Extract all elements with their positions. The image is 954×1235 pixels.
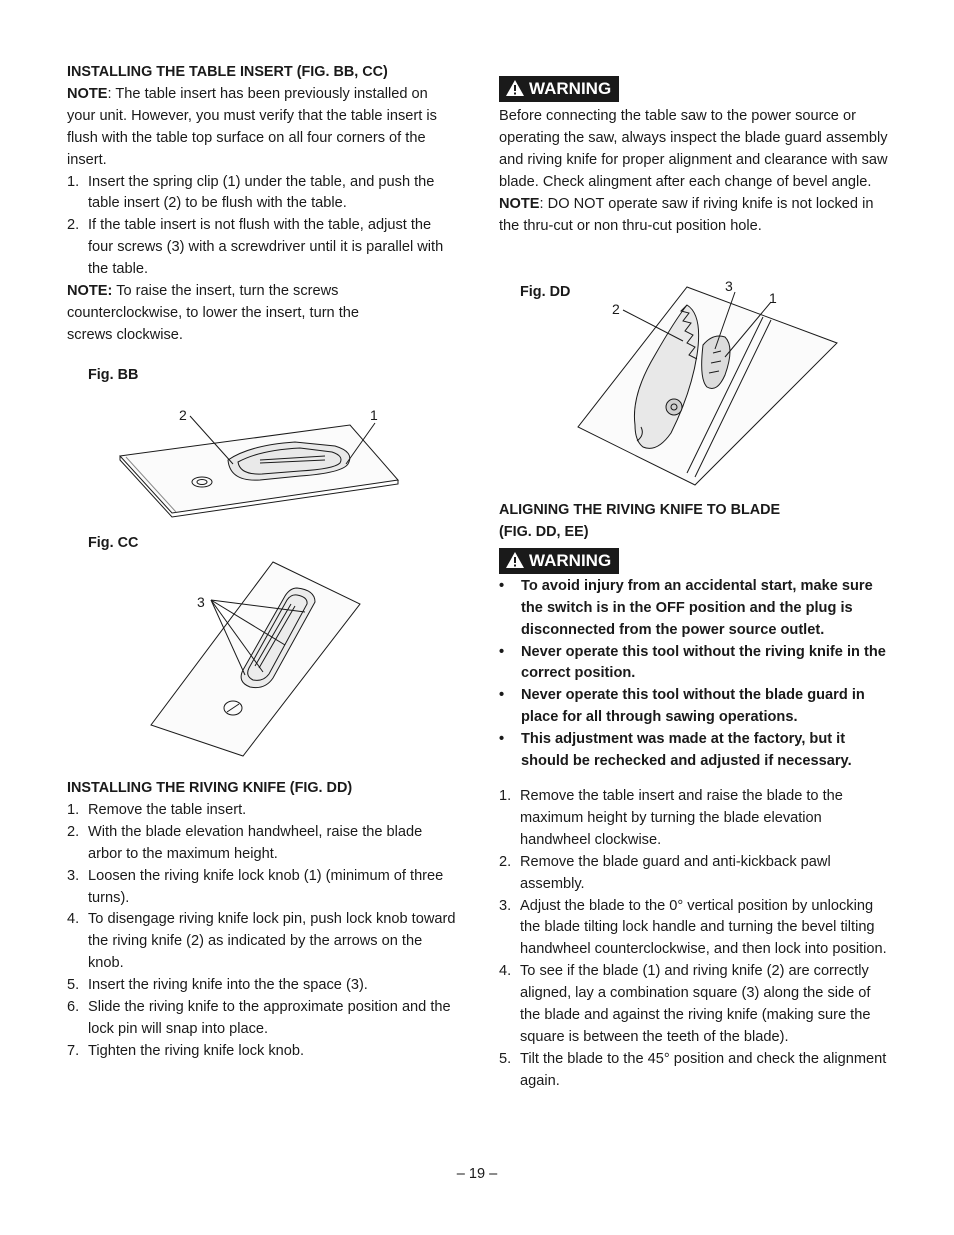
- fig-cc-illustration: [145, 560, 365, 760]
- list-item: • Never operate this tool without the riving knife in the correct position.: [499, 643, 886, 682]
- warning-label: WARNING: [529, 79, 612, 98]
- fig-bb-label: Fig. BB: [88, 367, 139, 383]
- right-column: [499, 76, 891, 237]
- warning-banner: [499, 76, 619, 102]
- list-item: 3. Adjust the blade to the 0° vertical position by unlocking the blade tilting lock handle and turning the bevel tilting handwheel counterclockwise, and then lock into position.: [499, 897, 887, 958]
- callout-3: 3: [197, 594, 205, 610]
- fig-dd-label: Fig. DD: [520, 284, 571, 300]
- section-heading-aligning: ALIGNING THE RIVING KNIFE TO BLADE: [499, 502, 781, 518]
- right-column-align: [499, 500, 891, 1093]
- list-item: 1. Remove the table insert.: [67, 801, 247, 818]
- callout-2: 2: [612, 301, 620, 317]
- warning-triangle-icon: [505, 79, 525, 97]
- knife-steps-list: [67, 800, 459, 1063]
- list-item: 3. Loosen the riving knife lock knob (1) (minimum of three turns).: [67, 867, 444, 906]
- list-item: 2. Remove the blade guard and anti-kickback pawl assembly.: [499, 853, 831, 892]
- section-heading-riving-knife: INSTALLING THE RIVING KNIFE (FIG. DD): [67, 780, 353, 796]
- callout-1: 1: [769, 290, 777, 306]
- note-riving-knife-lock: [499, 194, 891, 238]
- list-item: 2. With the blade elevation handwheel, raise the blade arbor to the maximum height.: [67, 823, 423, 862]
- insert-steps-list: [67, 172, 459, 282]
- warning-triangle-icon: [505, 551, 525, 569]
- note-text: To raise the insert, turn the screws counterclockwise, to lower the insert, turn the screws clockwise.: [67, 283, 360, 343]
- list-item: 4. To disengage riving knife lock pin, push lock knob toward the riving knife (2) as indicated by the arrows on the knob.: [67, 911, 456, 972]
- left-column-knife: [67, 778, 459, 1063]
- list-item: 2. If the table insert is not flush with the table, adjust the four screws (3) with a screwdriver until it is parallel with the table.: [67, 217, 444, 278]
- page-number: – 19 –: [456, 1166, 498, 1182]
- list-item: • Never operate this tool without the blade guard in place for all through sawing operations.: [499, 687, 865, 726]
- list-item: 4. To see if the blade (1) and riving knife (2) are correctly aligned, lay a combination square (3) along the side of the blade and against the riving knife (making sure the square is between the teeth of the blade).: [499, 963, 871, 1045]
- note-table-insert: [67, 84, 459, 172]
- callout-2: 2: [179, 407, 187, 423]
- align-steps-list: [499, 786, 891, 1093]
- fig-cc-label: Fig. CC: [88, 535, 139, 551]
- fig-dd-illustration: [575, 275, 845, 490]
- note-raise-insert: [67, 281, 387, 347]
- list-item: 5. Insert the riving knife into the the space (3).: [67, 977, 368, 994]
- callout-3: 3: [725, 278, 733, 294]
- list-item: • This adjustment was made at the factory, but it should be rechecked and adjusted if necessary.: [499, 731, 852, 770]
- list-item: 5. Tilt the blade to the 45° position and check the alignment again.: [499, 1050, 887, 1089]
- callout-1: 1: [370, 407, 378, 423]
- warning-banner: [499, 548, 619, 574]
- left-column: [67, 62, 459, 347]
- list-item: • To avoid injury from an accidental start, make sure the switch is in the OFF position and the plug is disconnected from the power source outlet.: [499, 577, 873, 638]
- warning-label: WARNING: [529, 550, 612, 570]
- note-text: : DO NOT operate saw if riving knife is not locked in the thru-cut or non thru-cut position hole.: [499, 195, 874, 234]
- list-item: 6. Slide the riving knife to the approximate position and the lock pin will snap into place.: [67, 999, 451, 1037]
- warning-bullets: [499, 576, 891, 773]
- list-item: 1. Insert the spring clip (1) under the table, and push the table insert (2) to be flush with the table.: [67, 173, 435, 212]
- section-heading-table-insert: INSTALLING THE TABLE INSERT (FIG. BB, CC): [67, 64, 388, 80]
- warning-text: Before connecting the table saw to the power source or operating the saw, always inspect the blade guard assembly and riving knife for proper alignment and clearance with saw blade. Check alingment after each change of bevel angle.: [499, 108, 888, 190]
- section-heading-aligning-figs: (FIG. DD, EE): [499, 523, 589, 540]
- list-item: 1. Remove the table insert and raise the blade to the maximum height by turning the blade elevation handwheel clockwise.: [499, 787, 843, 848]
- note-label: NOTE: [499, 195, 540, 212]
- note-label: NOTE:: [67, 283, 113, 300]
- note-label: NOTE: [67, 85, 108, 102]
- fig-bb-illustration: [110, 400, 410, 525]
- note-text: : The table insert has been previously installed on your unit. However, you must verify that the table insert is flush with the table top surface on all four corners of the insert.: [67, 85, 437, 168]
- list-item: 7. Tighten the riving knife lock knob.: [67, 1042, 305, 1059]
